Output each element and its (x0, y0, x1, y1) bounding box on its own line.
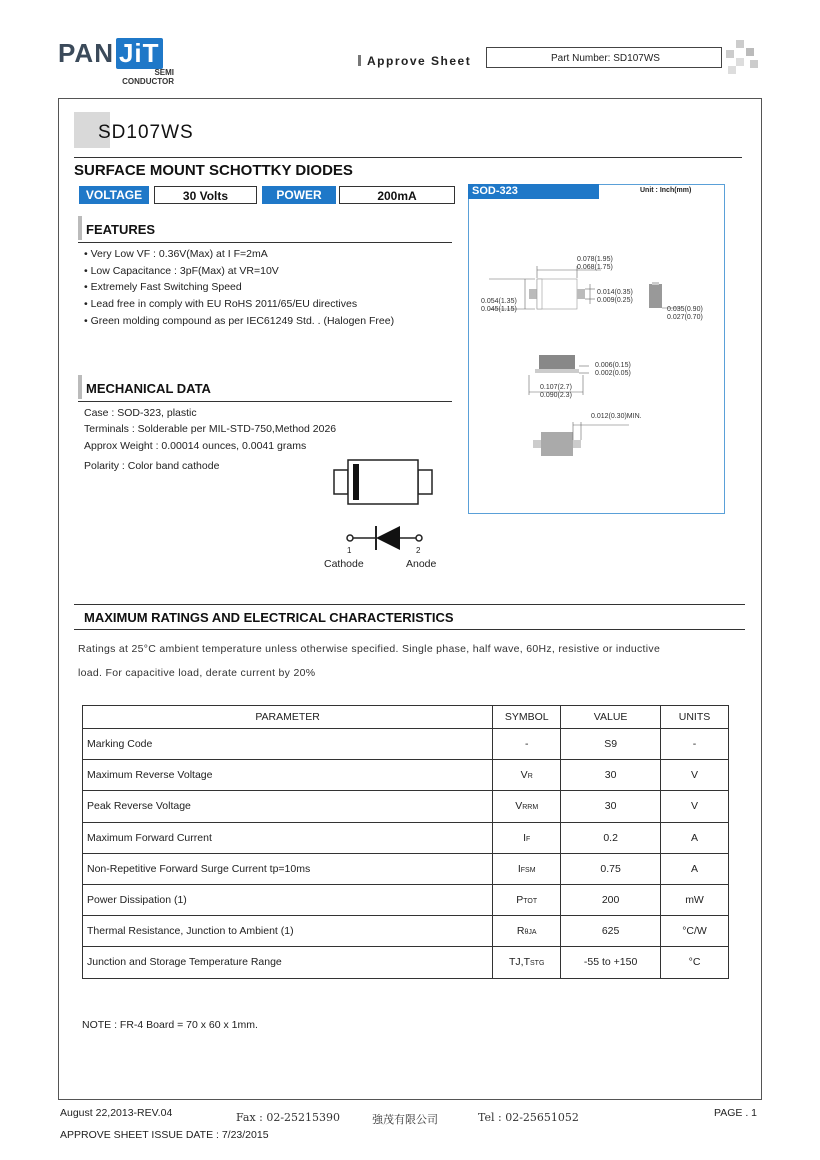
unit-cell: V (661, 791, 729, 822)
part-number-box: Part Number: SD107WS (486, 47, 722, 68)
column-header: VALUE (561, 706, 661, 729)
footer-tel: Tel : 02-25651052 (478, 1111, 579, 1124)
ratings-rule-top (74, 604, 745, 605)
value-cell: 0.75 (561, 853, 661, 884)
dim-overall-length: 0.107(2.7) 0.090(2.3) (540, 384, 572, 399)
dim-lead-width: 0.014(0.35) 0.009(0.25) (597, 289, 633, 304)
value-cell: S9 (561, 729, 661, 760)
unit-cell: V (661, 760, 729, 791)
table-row (83, 853, 729, 884)
param-cell: Thermal Resistance, Junction to Ambient (1) (83, 916, 493, 947)
symbol-cell: PTOT (493, 884, 561, 915)
param-cell: Power Dissipation (1) (83, 884, 493, 915)
package-outline-drawing (469, 200, 724, 512)
footer-issue-date: APPROVE SHEET ISSUE DATE : 7/23/2015 (60, 1129, 269, 1141)
anode-label: Anode (406, 558, 437, 570)
voltage-value: 30 Volts (154, 186, 257, 204)
table-row (83, 884, 729, 915)
feature-item: • Extremely Fast Switching Speed (84, 281, 242, 293)
dim-body-width: 0.054(1.35) 0.045(1.15) (481, 298, 517, 313)
value-cell: 625 (561, 916, 661, 947)
column-header: PARAMETER (83, 706, 493, 729)
approve-sheet-label: Approve Sheet (358, 54, 471, 68)
mechanical-item: Polarity : Color band cathode (84, 460, 220, 472)
unit-cell: °C (661, 947, 729, 978)
param-cell: Maximum Reverse Voltage (83, 760, 493, 791)
value-cell: 30 (561, 760, 661, 791)
unit-cell: A (661, 853, 729, 884)
mechanical-heading: MECHANICAL DATA (86, 381, 211, 396)
footer-company: 強茂有限公司 (372, 1113, 438, 1126)
table-row (83, 760, 729, 791)
dim-height: 0.035(0.90) 0.027(0.70) (667, 306, 703, 321)
feature-item: • Low Capacitance : 3pF(Max) at VR=10V (84, 265, 279, 277)
symbol-cell: VRRM (493, 791, 561, 822)
power-value: 200mA (339, 186, 455, 204)
company-logo: PAN JiT (58, 38, 163, 69)
features-marker (78, 216, 82, 240)
title-rule (74, 157, 742, 158)
voltage-label: VOLTAGE (79, 186, 149, 204)
table-row (83, 822, 729, 853)
ratings-heading: MAXIMUM RATINGS AND ELECTRICAL CHARACTERISTICS (84, 610, 454, 625)
dim-lead-min: 0.012(0.30)MIN. (591, 413, 642, 420)
symbol-cell: IF (493, 822, 561, 853)
table-note: NOTE : FR-4 Board = 70 x 60 x 1mm. (82, 1019, 258, 1031)
symbol-cell: VR (493, 760, 561, 791)
column-header: SYMBOL (493, 706, 561, 729)
table-row (83, 916, 729, 947)
polarity-package-drawing (332, 456, 436, 508)
mechanical-item: Approx Weight : 0.00014 ounces, 0.0041 grams (84, 440, 307, 452)
features-rule (78, 242, 452, 243)
value-cell: 200 (561, 884, 661, 915)
ratings-rule-bottom (74, 629, 745, 630)
unit-cell: °C/W (661, 916, 729, 947)
unit-cell: A (661, 822, 729, 853)
page-title: SD107WS (98, 122, 194, 143)
param-cell: Junction and Storage Temperature Range (83, 947, 493, 978)
unit-cell: mW (661, 884, 729, 915)
ratings-text-2: load. For capacitive load, derate current by 20% (78, 667, 316, 679)
param-cell: Maximum Forward Current (83, 822, 493, 853)
value-cell: 30 (561, 791, 661, 822)
unit-cell: - (661, 729, 729, 760)
footer-date-rev: August 22,2013-REV.04 (60, 1107, 173, 1119)
table-row (83, 729, 729, 760)
mechanical-item: Terminals : Solderable per MIL-STD-750,Method 2026 (84, 423, 337, 435)
param-cell: Peak Reverse Voltage (83, 791, 493, 822)
mechanical-rule (78, 401, 452, 402)
feature-item: • Lead free in comply with EU RoHS 2011/65/EU directives (84, 298, 358, 310)
feature-item: • Very Low VF : 0.36V(Max) at I F=2mA (84, 248, 268, 260)
logo-subtitle: SEMI CONDUCTOR (122, 68, 174, 86)
package-name: SOD-323 (468, 184, 599, 199)
symbol-cell: - (493, 729, 561, 760)
table-row (83, 947, 729, 978)
page-subtitle: SURFACE MOUNT SCHOTTKY DIODES (74, 162, 353, 179)
features-heading: FEATURES (86, 222, 156, 237)
ratings-table (82, 705, 729, 979)
value-cell: 0.2 (561, 822, 661, 853)
mechanical-item: Case : SOD-323, plastic (84, 407, 197, 419)
decorative-squares-icon (726, 40, 762, 76)
ratings-text-1: Ratings at 25°C ambient temperature unless otherwise specified. Single phase, half wave, 60Hz, resistive or inductive (78, 643, 661, 655)
symbol-cell: RθJA (493, 916, 561, 947)
package-unit: Unit : Inch(mm) (640, 187, 692, 194)
pin2-label: 2 (416, 546, 421, 555)
column-header: UNITS (661, 706, 729, 729)
table-row (83, 791, 729, 822)
value-cell: -55 to +150 (561, 947, 661, 978)
footer-fax: Fax : 02-25215390 (236, 1111, 341, 1124)
table-header-row (83, 706, 729, 729)
param-cell: Non-Repetitive Forward Surge Current tp=10ms (83, 853, 493, 884)
param-cell: Marking Code (83, 729, 493, 760)
dim-body-length: 0.078(1.95) 0.068(1.75) (577, 256, 613, 271)
symbol-cell: IFSM (493, 853, 561, 884)
power-label: POWER (262, 186, 336, 204)
symbol-cell: TJ,TSTG (493, 947, 561, 978)
cathode-label: Cathode (324, 558, 364, 570)
footer-page: PAGE . 1 (714, 1107, 757, 1119)
dim-lead-thickness: 0.006(0.15) 0.002(0.05) (595, 362, 631, 377)
mechanical-marker (78, 375, 82, 399)
feature-item: • Green molding compound as per IEC61249 Std. . (Halogen Free) (84, 315, 395, 327)
pin1-label: 1 (347, 546, 352, 555)
